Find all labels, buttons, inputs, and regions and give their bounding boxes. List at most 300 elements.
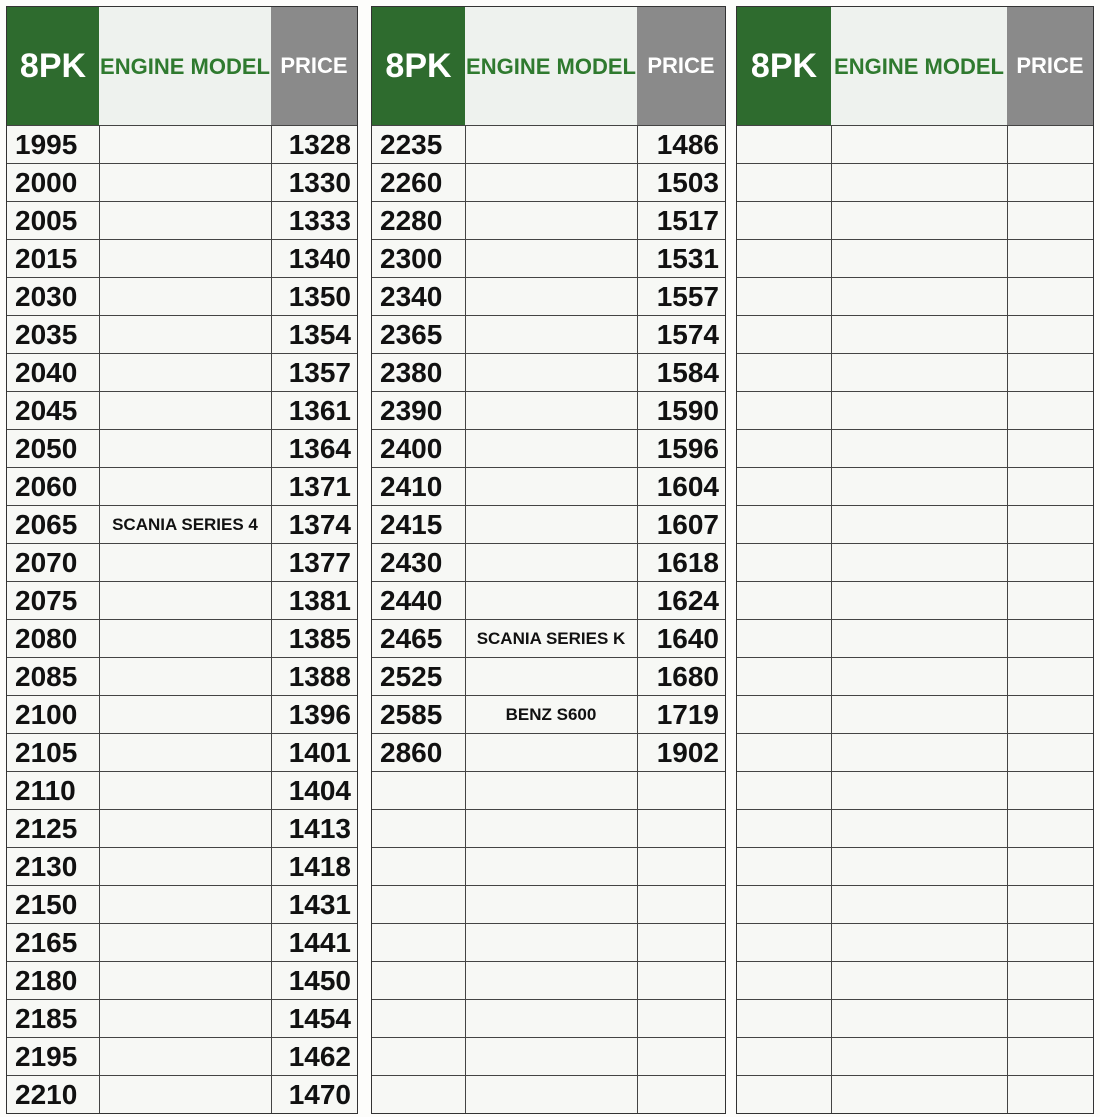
price-cell: [637, 810, 725, 848]
belt-size-cell: [737, 886, 831, 924]
price-cell: 1454: [271, 1000, 357, 1038]
engine-model-cell: [465, 430, 637, 468]
engine-model-cell: [831, 1038, 1007, 1076]
price-cell: 1328: [271, 126, 357, 164]
engine-model-cell: [99, 126, 271, 164]
belt-size-cell: 2260: [372, 164, 465, 202]
belt-size-cell: [737, 430, 831, 468]
table-row: [737, 620, 1093, 658]
table-row: [737, 202, 1093, 240]
engine-model-cell: [99, 164, 271, 202]
table-row: [372, 620, 725, 658]
price-cell: 1517: [637, 202, 725, 240]
engine-model-cell: [831, 430, 1007, 468]
table-row: [7, 620, 357, 658]
table-row: [372, 392, 725, 430]
price-cell: [637, 924, 725, 962]
table-row: [737, 164, 1093, 202]
table-row: [737, 392, 1093, 430]
table-row: [372, 278, 725, 316]
price-cell: [1007, 772, 1093, 810]
table-row: [7, 962, 357, 1000]
table-row: [737, 886, 1093, 924]
engine-model-cell: [465, 164, 637, 202]
belt-size-cell: 2235: [372, 126, 465, 164]
price-cell: [1007, 848, 1093, 886]
belt-size-cell: 2035: [7, 316, 99, 354]
belt-size-cell: [737, 772, 831, 810]
price-cell: 1557: [637, 278, 725, 316]
belt-size-cell: 2075: [7, 582, 99, 620]
price-cell: [1007, 126, 1093, 164]
belt-size-cell: [737, 1076, 831, 1114]
belt-size-cell: 2210: [7, 1076, 99, 1114]
price-cell: [1007, 506, 1093, 544]
price-cell: 1388: [271, 658, 357, 696]
price-cell: [1007, 582, 1093, 620]
price-cell: 1361: [271, 392, 357, 430]
price-cell: 1413: [271, 810, 357, 848]
table-row: [7, 544, 357, 582]
engine-model-cell: [99, 1038, 271, 1076]
table-row: [372, 430, 725, 468]
table-row: [737, 430, 1093, 468]
price-cell: 1371: [271, 468, 357, 506]
engine-model-cell: [99, 392, 271, 430]
belt-size-cell: 2105: [7, 734, 99, 772]
belt-size-cell: 2040: [7, 354, 99, 392]
engine-model-cell: [99, 240, 271, 278]
price-cell: 1354: [271, 316, 357, 354]
engine-model-cell: [465, 924, 637, 962]
belt-size-cell: [372, 924, 465, 962]
price-cell: [1007, 164, 1093, 202]
engine-model-cell: [831, 506, 1007, 544]
belt-size-cell: 2150: [7, 886, 99, 924]
header-price: PRICE: [1007, 7, 1093, 126]
table-header-row: [372, 7, 725, 126]
table-row: [372, 962, 725, 1000]
price-cell: 1680: [637, 658, 725, 696]
belt-size-cell: 2340: [372, 278, 465, 316]
engine-model-cell: [831, 962, 1007, 1000]
engine-model-cell: SCANIA SERIES 4: [99, 506, 271, 544]
engine-model-cell: [465, 392, 637, 430]
price-cell: [1007, 316, 1093, 354]
belt-size-cell: [372, 962, 465, 1000]
belt-size-cell: 2100: [7, 696, 99, 734]
price-cell: 1531: [637, 240, 725, 278]
engine-model-cell: [465, 544, 637, 582]
engine-model-cell: [831, 886, 1007, 924]
table-row: [7, 772, 357, 810]
table-row: [737, 506, 1093, 544]
table-row: [372, 810, 725, 848]
engine-model-cell: [831, 164, 1007, 202]
table-row: [737, 1038, 1093, 1076]
price-cell: [637, 848, 725, 886]
table-row: [372, 202, 725, 240]
header-8pk: 8PK: [372, 7, 465, 126]
price-cell: [1007, 354, 1093, 392]
engine-model-cell: SCANIA SERIES K: [465, 620, 637, 658]
belt-size-cell: 2080: [7, 620, 99, 658]
price-cell: [1007, 544, 1093, 582]
engine-model-cell: [465, 734, 637, 772]
belt-size-cell: [737, 1000, 831, 1038]
engine-model-cell: [831, 126, 1007, 164]
table-row: [737, 544, 1093, 582]
price-cell: 1385: [271, 620, 357, 658]
table-row: [7, 848, 357, 886]
belt-size-cell: 2400: [372, 430, 465, 468]
table-row: [737, 772, 1093, 810]
belt-size-cell: [737, 620, 831, 658]
price-cell: [1007, 202, 1093, 240]
belt-size-cell: [372, 1000, 465, 1038]
engine-model-cell: [465, 772, 637, 810]
engine-model-cell: [99, 734, 271, 772]
belt-size-cell: [372, 1076, 465, 1114]
engine-model-cell: [465, 1000, 637, 1038]
belt-size-cell: [737, 848, 831, 886]
price-cell: 1396: [271, 696, 357, 734]
price-cell: [637, 1038, 725, 1076]
price-cell: [1007, 278, 1093, 316]
belt-size-cell: 2585: [372, 696, 465, 734]
belt-size-cell: 2180: [7, 962, 99, 1000]
belt-size-cell: 2130: [7, 848, 99, 886]
table-row: [7, 392, 357, 430]
table-row: [372, 126, 725, 164]
table-row: [737, 354, 1093, 392]
table-row: [7, 924, 357, 962]
engine-model-cell: [831, 620, 1007, 658]
price-cell: 1486: [637, 126, 725, 164]
price-table-3: [736, 6, 1094, 1114]
table-row: [737, 924, 1093, 962]
table-row: [737, 126, 1093, 164]
engine-model-cell: [99, 962, 271, 1000]
belt-size-cell: [372, 848, 465, 886]
price-cell: [1007, 392, 1093, 430]
table-row: [372, 354, 725, 392]
engine-model-cell: [465, 886, 637, 924]
engine-model-cell: [99, 468, 271, 506]
price-cell: 1624: [637, 582, 725, 620]
price-cell: 1431: [271, 886, 357, 924]
table-row: [372, 848, 725, 886]
table-row: [7, 886, 357, 924]
price-cell: 1441: [271, 924, 357, 962]
engine-model-cell: [99, 544, 271, 582]
belt-size-cell: [737, 544, 831, 582]
table-row: [7, 696, 357, 734]
engine-model-cell: [99, 658, 271, 696]
engine-model-cell: [831, 658, 1007, 696]
table-row: [372, 506, 725, 544]
table-row: [7, 164, 357, 202]
price-cell: 1333: [271, 202, 357, 240]
price-cell: [1007, 734, 1093, 772]
engine-model-cell: [99, 772, 271, 810]
table-row: [737, 658, 1093, 696]
header-price: PRICE: [271, 7, 357, 126]
engine-model-cell: [465, 354, 637, 392]
table-row: [372, 164, 725, 202]
engine-model-cell: [99, 810, 271, 848]
belt-size-cell: [737, 316, 831, 354]
table-row: [372, 1076, 725, 1114]
table-row: [372, 544, 725, 582]
header-engine-model: ENGINE MODEL: [831, 7, 1007, 126]
table-row: [372, 316, 725, 354]
engine-model-cell: [831, 544, 1007, 582]
table-row: [7, 278, 357, 316]
table-row: [737, 468, 1093, 506]
belt-size-cell: [737, 240, 831, 278]
price-cell: 1330: [271, 164, 357, 202]
belt-size-cell: [372, 772, 465, 810]
price-table-grid: [372, 7, 725, 1113]
belt-size-cell: [737, 126, 831, 164]
belt-size-cell: [737, 810, 831, 848]
engine-model-cell: [831, 392, 1007, 430]
table-row: [372, 696, 725, 734]
belt-size-cell: 2085: [7, 658, 99, 696]
price-cell: 1590: [637, 392, 725, 430]
price-cell: 1374: [271, 506, 357, 544]
engine-model-cell: [99, 582, 271, 620]
price-cell: [637, 1076, 725, 1114]
belt-size-cell: 2410: [372, 468, 465, 506]
table-row: [372, 582, 725, 620]
table-row: [7, 810, 357, 848]
table-row: [7, 1076, 357, 1114]
engine-model-cell: [99, 1076, 271, 1114]
belt-size-cell: 2005: [7, 202, 99, 240]
belt-size-cell: [737, 278, 831, 316]
table-row: [372, 468, 725, 506]
table-row: [372, 886, 725, 924]
belt-size-cell: 2860: [372, 734, 465, 772]
belt-size-cell: 2000: [7, 164, 99, 202]
engine-model-cell: [99, 886, 271, 924]
price-cell: [1007, 620, 1093, 658]
belt-size-cell: [737, 354, 831, 392]
engine-model-cell: [99, 202, 271, 240]
engine-model-cell: [99, 430, 271, 468]
table-row: [372, 658, 725, 696]
table-row: [372, 772, 725, 810]
engine-model-cell: [831, 696, 1007, 734]
engine-model-cell: [831, 316, 1007, 354]
belt-size-cell: 2365: [372, 316, 465, 354]
table-row: [7, 468, 357, 506]
price-cell: 1450: [271, 962, 357, 1000]
belt-size-cell: 2065: [7, 506, 99, 544]
table-row: [372, 1000, 725, 1038]
belt-size-cell: 2300: [372, 240, 465, 278]
belt-size-cell: 2015: [7, 240, 99, 278]
table-row: [737, 962, 1093, 1000]
header-price: PRICE: [637, 7, 725, 126]
table-row: [7, 126, 357, 164]
engine-model-cell: [465, 582, 637, 620]
belt-size-cell: [737, 468, 831, 506]
belt-size-cell: [737, 164, 831, 202]
engine-model-cell: [831, 810, 1007, 848]
table-row: [7, 582, 357, 620]
engine-model-cell: [831, 772, 1007, 810]
belt-size-cell: [737, 962, 831, 1000]
table-row: [737, 810, 1093, 848]
header-engine-model: ENGINE MODEL: [99, 7, 271, 126]
belt-size-cell: [372, 886, 465, 924]
price-cell: 1503: [637, 164, 725, 202]
belt-size-cell: [737, 1038, 831, 1076]
price-cell: [637, 1000, 725, 1038]
belt-size-cell: 2280: [372, 202, 465, 240]
engine-model-cell: BENZ S600: [465, 696, 637, 734]
price-cell: [1007, 886, 1093, 924]
price-cell: 1357: [271, 354, 357, 392]
price-cell: 1364: [271, 430, 357, 468]
price-cell: [1007, 696, 1093, 734]
engine-model-cell: [831, 202, 1007, 240]
engine-model-cell: [465, 468, 637, 506]
belt-size-cell: [737, 582, 831, 620]
price-cell: [1007, 1000, 1093, 1038]
price-table-1: [6, 6, 358, 1114]
belt-size-cell: [372, 810, 465, 848]
table-row: [737, 240, 1093, 278]
engine-model-cell: [465, 126, 637, 164]
belt-size-cell: 2390: [372, 392, 465, 430]
price-cell: [637, 886, 725, 924]
belt-size-cell: [372, 1038, 465, 1076]
table-row: [7, 658, 357, 696]
belt-size-cell: [737, 392, 831, 430]
belt-size-cell: [737, 202, 831, 240]
table-row: [7, 202, 357, 240]
belt-size-cell: 2070: [7, 544, 99, 582]
table-row: [7, 1000, 357, 1038]
engine-model-cell: [465, 506, 637, 544]
engine-model-cell: [831, 240, 1007, 278]
price-cell: [1007, 240, 1093, 278]
engine-model-cell: [465, 658, 637, 696]
table-row: [737, 696, 1093, 734]
engine-model-cell: [831, 582, 1007, 620]
price-cell: 1462: [271, 1038, 357, 1076]
price-cell: 1584: [637, 354, 725, 392]
price-cell: [1007, 658, 1093, 696]
table-row: [7, 734, 357, 772]
table-row: [737, 278, 1093, 316]
belt-size-cell: 2195: [7, 1038, 99, 1076]
table-body: [737, 126, 1093, 1114]
table-header-row: [737, 7, 1093, 126]
price-cell: 1350: [271, 278, 357, 316]
engine-model-cell: [831, 924, 1007, 962]
engine-model-cell: [99, 696, 271, 734]
belt-size-cell: 2525: [372, 658, 465, 696]
engine-model-cell: [99, 848, 271, 886]
engine-model-cell: [99, 924, 271, 962]
engine-model-cell: [465, 848, 637, 886]
table-row: [737, 734, 1093, 772]
table-row: [7, 506, 357, 544]
table-row: [737, 848, 1093, 886]
price-cell: 1604: [637, 468, 725, 506]
table-row: [737, 1076, 1093, 1114]
table-row: [7, 316, 357, 354]
price-cell: [1007, 924, 1093, 962]
table-row: [7, 430, 357, 468]
table-row: [372, 240, 725, 278]
table-row: [372, 924, 725, 962]
belt-size-cell: 2185: [7, 1000, 99, 1038]
price-cell: 1377: [271, 544, 357, 582]
belt-size-cell: 2440: [372, 582, 465, 620]
table-row: [7, 1038, 357, 1076]
table-row: [7, 240, 357, 278]
price-cell: [637, 772, 725, 810]
table-row: [737, 316, 1093, 354]
engine-model-cell: [99, 1000, 271, 1038]
belt-size-cell: 2465: [372, 620, 465, 658]
price-cell: 1596: [637, 430, 725, 468]
price-cell: [1007, 962, 1093, 1000]
belt-size-cell: [737, 506, 831, 544]
belt-size-cell: 2110: [7, 772, 99, 810]
belt-size-cell: [737, 696, 831, 734]
price-cell: 1618: [637, 544, 725, 582]
table-row: [7, 354, 357, 392]
header-8pk: 8PK: [7, 7, 99, 126]
price-cell: 1340: [271, 240, 357, 278]
table-body: [7, 126, 357, 1114]
price-cell: 1719: [637, 696, 725, 734]
price-cell: 1607: [637, 506, 725, 544]
price-table-grid: [7, 7, 357, 1113]
belt-size-cell: 1995: [7, 126, 99, 164]
engine-model-cell: [465, 202, 637, 240]
price-cell: 1381: [271, 582, 357, 620]
belt-size-cell: 2045: [7, 392, 99, 430]
price-cell: [637, 962, 725, 1000]
belt-size-cell: [737, 924, 831, 962]
header-engine-model: ENGINE MODEL: [465, 7, 637, 126]
engine-model-cell: [99, 620, 271, 658]
belt-size-cell: 2165: [7, 924, 99, 962]
header-8pk: 8PK: [737, 7, 831, 126]
engine-model-cell: [465, 316, 637, 354]
price-cell: 1404: [271, 772, 357, 810]
table-row: [737, 582, 1093, 620]
price-cell: 1902: [637, 734, 725, 772]
price-cell: [1007, 1076, 1093, 1114]
engine-model-cell: [831, 354, 1007, 392]
belt-size-cell: 2380: [372, 354, 465, 392]
belt-size-cell: 2030: [7, 278, 99, 316]
price-cell: [1007, 468, 1093, 506]
price-cell: 1401: [271, 734, 357, 772]
engine-model-cell: [99, 316, 271, 354]
engine-model-cell: [465, 1076, 637, 1114]
belt-size-cell: [737, 734, 831, 772]
